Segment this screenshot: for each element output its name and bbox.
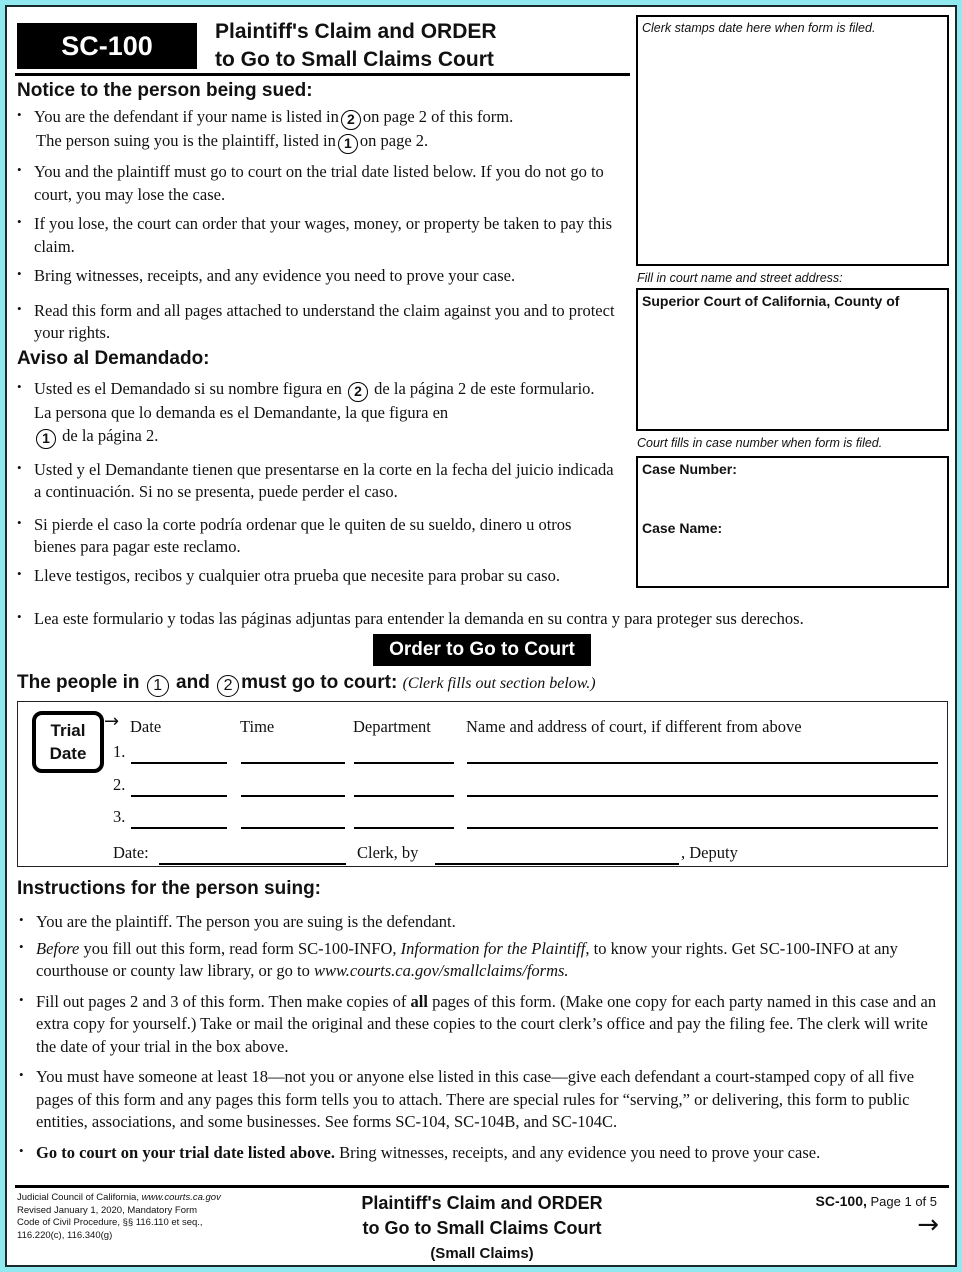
trial-court-address-field-2[interactable] xyxy=(467,795,938,797)
form-title xyxy=(215,18,497,74)
footer-divider xyxy=(15,1185,949,1188)
trial-date-badge xyxy=(32,711,104,773)
notice-heading: Notice to the person being sued: xyxy=(17,80,313,101)
notice-item xyxy=(15,106,615,154)
footer-line: 116.220(c), 116.340(g) xyxy=(17,1229,113,1241)
case-name-label: Case Name: xyxy=(642,520,723,536)
instruction-text: Before xyxy=(36,938,80,958)
trial-date-section xyxy=(17,701,948,867)
instruction-item xyxy=(17,1142,947,1165)
instruction-text: pages of this form. (Make one copy for each party named in this case and an extra copy for yourself.) Take or mail the original and these copies to the court clerk’s office and pay the filing fee. The clerk will write the date of your trial in the box above. xyxy=(36,991,937,1056)
trial-time-field-3[interactable] xyxy=(241,827,345,829)
trial-department-field-2[interactable] xyxy=(354,795,454,797)
circle-number-2-icon: 2 xyxy=(341,110,361,130)
notice-item: • Bring witnesses, receipts, and any evidence you need to prove your case. xyxy=(15,265,615,288)
aviso-list-wide xyxy=(15,608,950,631)
trial-badge-line2: Date xyxy=(49,744,87,763)
instruction-text: Fill out pages 2 and 3 of this form. Then make copies of xyxy=(36,991,411,1011)
page-indicator xyxy=(816,1193,937,1209)
aviso-item-text: de la página 2 de este formulario. La persona que lo demanda es el Demandante, la que figura en xyxy=(34,379,595,422)
case-number-hint: Court fills in case number when form is filed. xyxy=(637,436,883,450)
trial-badge-line1: Trial xyxy=(50,721,86,740)
instruction-item: • You must have someone at least 18—not you or anyone else listed in this case—give each defendant a court-stamped copy of all five pages of this form and any pages this form tells you to attach. There are special rules for “serving,” or delivering, this form to public entities, associations, and some businesses. See forms SC-104, SC-104B, and SC-104C. xyxy=(17,1066,947,1134)
aviso-heading: Aviso al Demandado: xyxy=(17,348,210,369)
form-title-line2: to Go to Small Claims Court xyxy=(215,48,494,71)
trial-department-field-1[interactable] xyxy=(354,762,454,764)
instruction-text: , to know your rights. Get SC-100-INFO at any courthouse or county law library, or go to xyxy=(36,938,898,980)
footer-line: Revised January 1, 2020, Mandatory Form xyxy=(17,1204,198,1216)
clerk-date-field[interactable] xyxy=(159,863,346,865)
col-header-department: Department xyxy=(353,717,431,736)
footer-form-id: SC-100, xyxy=(815,1193,867,1209)
aviso-item: • Si pierde el caso la corte podría ordenar que le quiten de su sueldo, dinero u otros bienes para pagar este reclamo. xyxy=(15,514,615,559)
notice-item-text: on page 2 of this form. xyxy=(362,107,514,126)
trial-date-field-3[interactable] xyxy=(131,827,227,829)
instruction-text: Information for the Plaintiff xyxy=(400,938,586,958)
order-title: Order to Go to Court xyxy=(373,634,591,666)
notice-item-text: The person suing you is the plaintiff, listed in xyxy=(36,131,336,150)
case-number-label: Case Number: xyxy=(642,461,737,477)
deputy-label: , Deputy xyxy=(681,843,738,862)
clerk-name-field[interactable] xyxy=(435,863,679,865)
clerk-date-label: Date: xyxy=(113,843,149,862)
form-title-line1: Plaintiff's Claim and ORDER xyxy=(215,20,497,43)
court-name-box[interactable] xyxy=(636,288,949,431)
order-heading-text: The people in xyxy=(17,672,140,693)
arrow-right-icon: → xyxy=(104,711,120,732)
row-number: 2. xyxy=(113,775,126,794)
trial-date-field-1[interactable] xyxy=(131,762,227,764)
notice-item: • Read this form and all pages attached to understand the claim against you and to protect your rights. xyxy=(15,300,615,345)
circle-number-2-icon: 2 xyxy=(217,675,239,697)
circle-number-1-icon: 1 xyxy=(338,134,358,154)
aviso-item-text: Usted es el Demandado si su nombre figura en xyxy=(34,379,342,398)
circle-number-1-icon: 1 xyxy=(147,675,169,697)
trial-time-field-2[interactable] xyxy=(241,795,345,797)
aviso-item: • Lleve testigos, recibos y cualquier otra prueba que necesite para probar su caso. xyxy=(15,565,615,588)
form-id-badge: SC-100 xyxy=(17,23,197,69)
aviso-item xyxy=(15,378,615,449)
instructions-heading: Instructions for the person suing: xyxy=(17,878,322,899)
court-name-hint: Fill in court name and street address: xyxy=(637,271,843,285)
circle-number-1-icon: 1 xyxy=(36,429,56,449)
trial-court-address-field-1[interactable] xyxy=(467,762,938,764)
notice-item: • You and the plaintiff must go to court on the trial date listed below. If you do not go to court, you may lose the case. xyxy=(15,161,615,206)
notice-item-text: You are the defendant if your name is listed in xyxy=(34,107,339,126)
title-divider xyxy=(15,73,630,76)
page-number: Page 1 of 5 xyxy=(870,1194,937,1209)
order-heading xyxy=(17,672,596,697)
col-header-court-address: Name and address of court, if different from above xyxy=(466,717,802,736)
case-info-box[interactable] xyxy=(636,456,949,588)
instruction-item xyxy=(17,991,947,1059)
instructions-list xyxy=(17,911,947,1172)
footer-title-line1: Plaintiff's Claim and ORDER xyxy=(361,1193,603,1213)
notice-item: • If you lose, the court can order that your wages, money, or property be taken to pay this claim. xyxy=(15,213,615,258)
form-page xyxy=(5,5,957,1267)
clerk-by-label: Clerk, by xyxy=(357,843,419,862)
trial-time-field-1[interactable] xyxy=(241,762,345,764)
instruction-item: • You are the plaintiff. The person you are suing is the defendant. xyxy=(17,911,947,934)
notice-list xyxy=(15,106,615,345)
aviso-item: • Lea este formulario y todas las páginas adjuntas para entender la demanda en su contra y para proteger sus derechos. xyxy=(15,608,950,631)
aviso-list xyxy=(15,378,615,587)
footer-text: Judicial Council of California, xyxy=(17,1192,142,1203)
order-heading-text: and xyxy=(176,672,210,693)
next-page-arrow-icon[interactable]: → xyxy=(917,1210,939,1240)
instruction-item xyxy=(17,938,947,983)
clerk-stamp-hint: Clerk stamps date here when form is filed. xyxy=(642,21,876,35)
aviso-item: • Usted y el Demandante tienen que presentarse en la corte en la fecha del juicio indicada a continuación. Si no se presenta, puede perder el caso. xyxy=(15,459,615,504)
trial-department-field-3[interactable] xyxy=(354,827,454,829)
notice-item-text: on page 2. xyxy=(359,131,429,150)
footer-line: Code of Civil Procedure, §§ 116.110 et seq., xyxy=(17,1217,203,1228)
footer-title-line2: to Go to Small Claims Court xyxy=(362,1218,602,1238)
website-link[interactable]: www.courts.ca.gov/smallclaims/forms. xyxy=(314,961,569,980)
aviso-item-text: de la página 2. xyxy=(62,425,159,445)
row-number: 1. xyxy=(113,742,126,761)
instruction-text: you fill out this form, read form SC-100-INFO, xyxy=(79,938,401,958)
col-header-time: Time xyxy=(240,717,275,736)
instruction-text: Bring witnesses, receipts, and any evidence you need to prove your case. xyxy=(334,1142,821,1162)
footer-title xyxy=(287,1191,677,1266)
footer-line xyxy=(17,1192,221,1205)
footer-title-line3: (Small Claims) xyxy=(430,1245,534,1262)
instruction-text: all xyxy=(410,991,428,1011)
row-number: 3. xyxy=(113,807,126,826)
footer-citation xyxy=(17,1192,221,1242)
court-name-label: Superior Court of California, County of xyxy=(642,293,900,309)
col-header-date: Date xyxy=(130,717,162,736)
trial-court-address-field-3[interactable] xyxy=(467,827,938,829)
instruction-text: Go to court on your trial date listed above. xyxy=(36,1142,335,1162)
clerk-stamp-box[interactable] xyxy=(636,15,949,266)
order-heading-text: must go to court: xyxy=(241,672,398,693)
trial-date-field-2[interactable] xyxy=(131,795,227,797)
circle-number-2-icon: 2 xyxy=(348,382,368,402)
footer-website-link[interactable]: www.courts.ca.gov xyxy=(141,1192,221,1203)
clerk-note: (Clerk fills out section below.) xyxy=(402,675,596,692)
